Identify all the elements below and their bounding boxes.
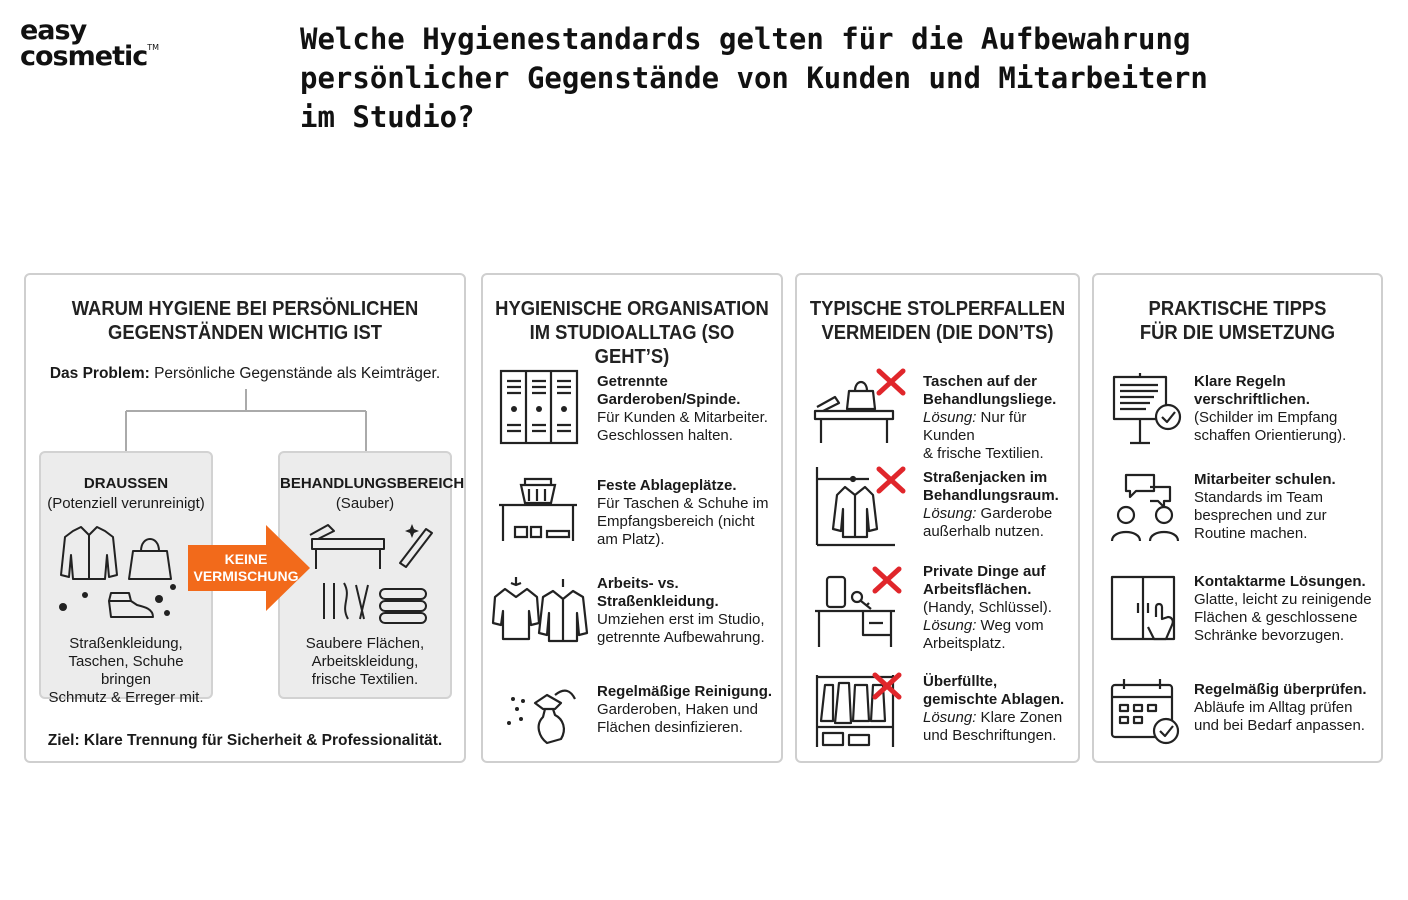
solution-text: und Beschriftungen. bbox=[923, 727, 1057, 744]
zone-treatment-desc-line: Saubere Flächen, bbox=[305, 635, 425, 652]
practice-text bbox=[1194, 373, 1346, 445]
practice-body: Routine machen. bbox=[1194, 525, 1308, 542]
practice-body: besprechen und zur bbox=[1194, 507, 1327, 524]
practice-heading: Klare Regeln bbox=[1194, 373, 1286, 390]
tip-body: Flächen desinfizieren. bbox=[597, 719, 743, 736]
brand-logo bbox=[20, 15, 160, 72]
page-title: Welche Hygienestandards gelten für die Aufbewahrung persönlicher Gegenstände von Kunden und Mitarbeitern im Studio? bbox=[300, 22, 1208, 134]
tip-body: Für Kunden & Mitarbeiter. bbox=[597, 409, 768, 426]
zone-outside-desc-line: Straßenkleidung, bbox=[69, 635, 183, 652]
overfilled-rack-icon bbox=[813, 671, 913, 751]
logo-line-2: cosmetic bbox=[20, 40, 148, 72]
pitfall-solution bbox=[923, 709, 1064, 727]
zone-outside-subtitle: (Potenziell verunreinigt) bbox=[47, 495, 205, 512]
panel-title-line-2: GEGENSTÄNDEN WICHTIG IST bbox=[108, 322, 382, 344]
phone-keys-desk-icon bbox=[813, 565, 913, 649]
tip-text bbox=[597, 683, 772, 737]
practice-body: Abläufe im Alltag prüfen bbox=[1194, 699, 1353, 716]
no-mixing-label bbox=[188, 551, 304, 585]
pitfall-heading: Behandlungsliege. bbox=[923, 391, 1057, 408]
tip-body: Garderoben, Haken und bbox=[597, 701, 758, 718]
solution-text: Arbeitsplatz. bbox=[923, 635, 1006, 652]
panel-practical-tips bbox=[1092, 273, 1383, 763]
problem-label: Das Problem: bbox=[49, 365, 150, 382]
pitfall-solution bbox=[923, 505, 1059, 523]
pitfall-heading: Behandlungsraum. bbox=[923, 487, 1059, 504]
zone-treatment-desc-line: Arbeitskleidung, bbox=[311, 653, 419, 670]
tip-body: Für Taschen & Schuhe im bbox=[597, 495, 769, 512]
panel-why-hygiene bbox=[24, 273, 466, 763]
pitfall-heading: Private Dinge auf bbox=[923, 563, 1046, 580]
solution-text: Weg vom bbox=[976, 617, 1044, 634]
lockers-icon bbox=[497, 367, 583, 447]
zone-outside-description bbox=[45, 635, 207, 707]
jacket-in-room-icon bbox=[809, 465, 909, 549]
pitfall-heading: Taschen auf der bbox=[923, 373, 1037, 390]
arrow-label-line: KEINE bbox=[224, 551, 268, 567]
logo-trademark: TM bbox=[147, 42, 160, 52]
practice-body: Schränke bevorzugen. bbox=[1194, 627, 1345, 644]
panel-title bbox=[495, 297, 769, 369]
pitfall-text bbox=[923, 563, 1052, 653]
signboard-check-icon bbox=[1110, 371, 1190, 447]
solution-label: Lösung: bbox=[923, 505, 977, 522]
practice-body: Glatte, leicht zu reinigende bbox=[1194, 591, 1372, 608]
tip-body: Umziehen erst im Studio, bbox=[597, 611, 765, 628]
practice-body: und bei Bedarf anpassen. bbox=[1194, 717, 1365, 734]
practice-body: Standards im Team bbox=[1194, 489, 1323, 506]
panel-title-line-1: PRAKTISCHE TIPPS bbox=[1148, 298, 1327, 320]
tip-body: am Platz). bbox=[597, 531, 665, 548]
tip-heading: Feste Ablageplätze. bbox=[597, 477, 737, 494]
solution-text: außerhalb nutzen. bbox=[923, 523, 1044, 540]
solution-text: Klare Zonen bbox=[976, 709, 1063, 726]
panel-title bbox=[808, 297, 1067, 345]
pitfall-text bbox=[923, 469, 1059, 541]
pitfall-heading: Straßenjacken im bbox=[923, 469, 1048, 486]
tip-text bbox=[597, 575, 765, 647]
arrow-label-line: VERMISCHUNG bbox=[193, 568, 299, 584]
panel-title-line-2: IM STUDIOALLTAG (SO GEHT’S) bbox=[529, 322, 735, 368]
tip-heading: Garderoben/Spinde. bbox=[597, 391, 741, 408]
panel-title-line-1: HYGIENISCHE ORGANISATION bbox=[495, 298, 769, 320]
spray-bottle-icon bbox=[495, 673, 581, 753]
pitfall-text bbox=[923, 373, 1078, 463]
logo-line-1: easy bbox=[20, 15, 87, 46]
pitfall-note: (Handy, Schlüssel). bbox=[923, 599, 1052, 616]
touchless-cabinet-icon bbox=[1108, 573, 1188, 649]
practice-heading: Kontaktarme Lösungen. bbox=[1194, 573, 1366, 590]
practice-body: schaffen Orientierung). bbox=[1194, 427, 1347, 444]
tip-text bbox=[597, 477, 768, 549]
panel-organization bbox=[481, 273, 783, 763]
tip-text bbox=[597, 373, 768, 445]
practice-heading: Mitarbeiter schulen. bbox=[1194, 471, 1336, 488]
panel-title bbox=[1105, 297, 1369, 345]
practice-body: Flächen & geschlossene bbox=[1194, 609, 1358, 626]
bag-on-treatment-bed-icon bbox=[809, 367, 909, 447]
tip-body: getrennte Aufbewahrung. bbox=[597, 629, 765, 646]
pitfall-heading: Überfüllte, bbox=[923, 673, 998, 690]
panel-title-line-1: WARUM HYGIENE BEI PERSÖNLICHEN bbox=[71, 298, 419, 320]
practice-text bbox=[1194, 573, 1372, 645]
zone-outside-desc-line: Taschen, Schuhe bringen bbox=[68, 653, 184, 688]
pitfall-solution bbox=[923, 617, 1052, 635]
practice-text bbox=[1194, 681, 1367, 735]
tip-body: Empfangsbereich (nicht bbox=[597, 513, 755, 530]
zone-treatment-description bbox=[284, 635, 446, 689]
tip-heading: Regelmäßige Reinigung. bbox=[597, 683, 773, 700]
team-discussion-icon bbox=[1108, 471, 1188, 547]
tip-heading: Getrennte bbox=[597, 373, 668, 390]
tip-body: Geschlossen halten. bbox=[597, 427, 733, 444]
tip-heading: Arbeits- vs. bbox=[597, 575, 679, 592]
solution-text: & frische Textilien. bbox=[923, 445, 1044, 462]
solution-label: Lösung: bbox=[923, 617, 977, 634]
practice-text bbox=[1194, 471, 1336, 543]
practice-heading: verschriftlichen. bbox=[1194, 391, 1310, 408]
problem-text: Persönliche Gegenstände als Keimträger. bbox=[149, 365, 441, 382]
pitfall-heading: Arbeitsflächen. bbox=[923, 581, 1032, 598]
calendar-check-icon bbox=[1108, 677, 1188, 753]
branch-connector bbox=[26, 275, 468, 455]
solution-text: Garderobe bbox=[976, 505, 1053, 522]
pitfall-text bbox=[923, 673, 1064, 745]
panel-pitfalls bbox=[795, 273, 1080, 763]
panel-title-line-1: TYPISCHE STOLPERFALLEN bbox=[809, 298, 1066, 320]
solution-label: Lösung: bbox=[923, 409, 977, 426]
pitfall-heading: gemischte Ablagen. bbox=[923, 691, 1065, 708]
panel-title-line-2: FÜR DIE UMSETZUNG bbox=[1139, 322, 1336, 344]
zone-treatment-desc-line: frische Textilien. bbox=[311, 671, 419, 688]
work-vs-street-clothing-icon bbox=[489, 573, 589, 653]
goal-statement: Ziel: Klare Trennung für Sicherheit & Professionalität. bbox=[47, 732, 443, 749]
practice-heading: Regelmäßig überprüfen. bbox=[1194, 681, 1367, 698]
zone-treatment-title: BEHANDLUNGSBEREICH bbox=[280, 475, 465, 492]
zone-outside-title: DRAUSSEN bbox=[83, 475, 169, 492]
storage-shelf-icon bbox=[497, 471, 583, 551]
practice-body: (Schilder im Empfang bbox=[1194, 409, 1338, 426]
zone-treatment-subtitle: (Sauber) bbox=[335, 495, 395, 512]
zone-outside-desc-line: Schmutz & Erreger mit. bbox=[48, 689, 204, 706]
solution-text: Nur für Kunden bbox=[923, 409, 1027, 444]
pitfall-solution bbox=[923, 409, 1078, 445]
solution-label: Lösung: bbox=[923, 709, 977, 726]
panel-title-line-2: VERMEIDEN (DIE DON’TS) bbox=[821, 322, 1054, 344]
tip-heading: Straßenkleidung. bbox=[597, 593, 719, 610]
